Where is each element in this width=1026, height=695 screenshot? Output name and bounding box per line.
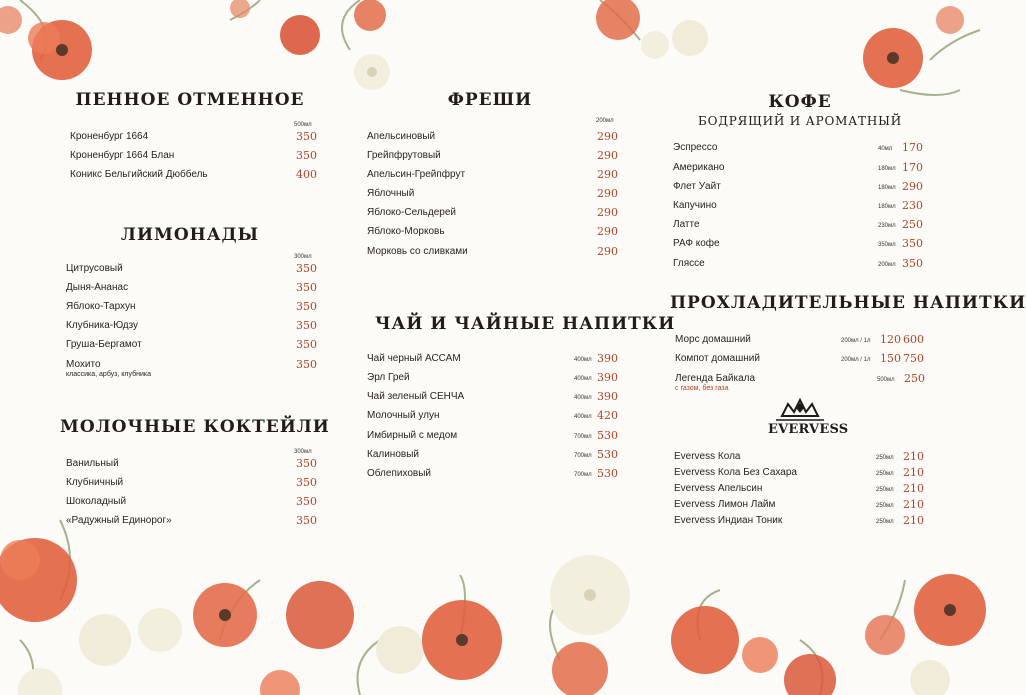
item-name: Клубника-Юдзу — [66, 320, 139, 331]
item-volume: 250мл — [876, 487, 894, 493]
item-price: 230 — [902, 199, 923, 212]
item-volume: 350мл — [878, 242, 896, 248]
item-price: 390 — [597, 352, 618, 365]
item-name: Evervess Кола Без Сахара — [674, 467, 797, 478]
item-name: Кроненбург 1664 — [70, 131, 149, 142]
item-volume: 250мл — [876, 503, 894, 509]
list-item — [66, 261, 316, 277]
list-item — [66, 456, 316, 472]
item-volume: 200мл / 1л — [841, 338, 871, 344]
list-item — [674, 513, 924, 529]
item-price-large: 600 — [903, 333, 924, 346]
item-name: Клубничный — [66, 477, 124, 488]
list-item — [367, 447, 617, 463]
item-price: 290 — [597, 149, 618, 162]
list-item — [367, 129, 617, 145]
fresh-title: ФРЕШИ — [447, 90, 533, 110]
item-name: Легенда Байкала — [675, 373, 756, 384]
item-price: 290 — [597, 225, 618, 238]
item-price: 350 — [296, 495, 317, 508]
item-name: Морковь со сливками — [367, 246, 468, 257]
item-price: 210 — [903, 498, 924, 511]
item-volume: 250мл — [876, 471, 894, 477]
list-item — [675, 332, 925, 348]
item-price: 530 — [597, 467, 618, 480]
item-name: Морс домашний — [675, 334, 751, 345]
item-volume: 230мл — [878, 223, 896, 229]
list-item — [674, 449, 924, 465]
item-price: 350 — [296, 476, 317, 489]
list-item — [66, 299, 316, 315]
list-item — [367, 244, 617, 260]
item-price: 150 — [880, 352, 901, 365]
item-volume: 700мл — [574, 434, 592, 440]
list-item — [674, 481, 924, 497]
item-name: Гляссе — [673, 258, 705, 269]
item-volume: 700мл — [574, 472, 592, 478]
item-name: Яблоко-Тархун — [66, 301, 136, 312]
item-name: Компот домашний — [675, 353, 760, 364]
item-price: 350 — [296, 358, 317, 371]
list-item — [673, 140, 923, 156]
item-name: Эрл Грей — [367, 372, 410, 383]
list-item — [673, 160, 923, 176]
list-item — [367, 351, 617, 367]
list-item — [367, 428, 617, 444]
item-name: «Радужный Единорог» — [66, 515, 172, 526]
item-name: Апельсин-Грейпфрут — [367, 169, 466, 180]
list-item — [675, 351, 925, 367]
item-price: 350 — [296, 338, 317, 351]
item-name: Имбирный с медом — [367, 430, 458, 441]
item-name: РАФ кофе — [673, 238, 720, 249]
list-item — [367, 370, 617, 386]
list-item — [367, 389, 617, 405]
list-item — [674, 465, 924, 481]
item-name: Флет Уайт — [673, 181, 721, 192]
item-name: Шоколадный — [66, 496, 127, 507]
item-volume: 400мл — [574, 395, 592, 401]
cold-drinks-title: ПРОХЛАДИТЕЛЬНЫЕ НАПИТКИ — [670, 293, 1026, 313]
item-volume: 700мл — [574, 453, 592, 459]
item-price: 210 — [903, 466, 924, 479]
item-name: Кроненбург 1664 Блан — [70, 150, 175, 161]
item-name: Капучино — [673, 200, 717, 211]
item-name: Латте — [673, 219, 700, 230]
list-item — [367, 224, 617, 240]
item-price: 290 — [597, 245, 618, 258]
item-price: 350 — [296, 319, 317, 332]
item-name: Чай зеленый СЕНЧА — [367, 391, 465, 402]
item-name: Evervess Индиан Тоник — [674, 515, 783, 526]
item-price: 350 — [296, 149, 317, 162]
item-note: классика, арбуз, клубника — [66, 371, 151, 378]
item-price: 350 — [296, 130, 317, 143]
brand-name: EVERVESS — [768, 422, 849, 437]
item-name: Американо — [673, 162, 725, 173]
coffee-title: КОФЕ — [768, 92, 832, 112]
item-name: Апельсиновый — [367, 131, 436, 142]
item-price: 390 — [597, 390, 618, 403]
item-volume: 400мл — [574, 414, 592, 420]
item-name: Цитрусовый — [66, 263, 123, 274]
list-item — [70, 129, 315, 145]
list-item — [66, 318, 316, 334]
item-price: 210 — [903, 514, 924, 527]
item-volume: 200мл — [878, 262, 896, 268]
item-name: Эспрессо — [673, 142, 718, 153]
item-volume: 400мл — [574, 376, 592, 382]
item-price: 350 — [902, 257, 923, 270]
item-name: Дыня-Ананас — [66, 282, 129, 293]
item-volume: 500мл — [877, 377, 895, 383]
list-item — [673, 256, 923, 272]
list-item — [70, 167, 315, 183]
evervess-logo — [768, 398, 849, 444]
item-price: 420 — [597, 409, 618, 422]
item-name: Evervess Кола — [674, 451, 741, 462]
list-item — [66, 475, 316, 491]
list-item — [367, 205, 617, 221]
list-item — [673, 236, 923, 252]
item-name: Груша-Бергамот — [66, 339, 142, 350]
item-price: 390 — [597, 371, 618, 384]
list-item — [66, 337, 316, 353]
item-price: 530 — [597, 448, 618, 461]
list-item — [66, 494, 316, 510]
item-price: 350 — [296, 262, 317, 275]
item-price: 290 — [597, 206, 618, 219]
list-item — [367, 408, 617, 424]
item-volume: 180мл — [878, 204, 896, 210]
list-item — [70, 148, 315, 164]
list-item — [367, 148, 617, 164]
item-price: 350 — [296, 281, 317, 294]
lemonades-title: ЛИМОНАДЫ — [120, 225, 260, 245]
milkshakes-title: МОЛОЧНЫЕ КОКТЕЙЛИ — [60, 417, 330, 437]
item-price: 350 — [296, 300, 317, 313]
item-price: 170 — [902, 141, 923, 154]
list-item — [674, 497, 924, 513]
item-name: Яблочный — [367, 188, 415, 199]
item-price: 210 — [903, 450, 924, 463]
list-item — [673, 217, 923, 233]
fresh-volume-label: 200мл — [596, 118, 614, 124]
crown-icon — [768, 398, 832, 424]
list-item — [367, 167, 617, 183]
item-price: 120 — [880, 333, 901, 346]
item-volume: 400мл — [574, 357, 592, 363]
item-price: 350 — [296, 514, 317, 527]
list-item — [367, 466, 617, 482]
item-price: 170 — [902, 161, 923, 174]
item-name: Облепиховый — [367, 468, 431, 479]
item-name: Калиновый — [367, 449, 419, 460]
item-price: 400 — [296, 168, 317, 181]
item-price: 350 — [902, 237, 923, 250]
item-name: Evervess Лимон Лайм — [674, 499, 776, 510]
item-volume: 200мл / 1л — [841, 357, 871, 363]
item-price: 530 — [597, 429, 618, 442]
lemonades-volume-label: 300мл — [294, 254, 312, 260]
item-name: Evervess Апельсин — [674, 483, 763, 494]
item-note: с газом, без газа — [675, 385, 729, 392]
item-price: 350 — [296, 457, 317, 470]
item-volume: 180мл — [878, 185, 896, 191]
item-price: 250 — [902, 218, 923, 231]
item-volume: 250мл — [876, 519, 894, 525]
item-name: Мохито — [66, 359, 101, 370]
item-price: 210 — [903, 482, 924, 495]
item-price: 290 — [597, 130, 618, 143]
item-volume: 250мл — [876, 455, 894, 461]
list-item — [673, 179, 923, 195]
item-volume: 40мл — [878, 146, 893, 152]
coffee-subtitle: БОДРЯЩИЙ И АРОМАТНЫЙ — [697, 114, 902, 128]
list-item — [66, 513, 316, 529]
item-volume: 180мл — [878, 166, 896, 172]
item-name: Чай черный АССАМ — [367, 353, 461, 364]
item-price: 290 — [597, 168, 618, 181]
item-price-large: 750 — [903, 352, 924, 365]
item-name: Молочный улун — [367, 410, 440, 421]
item-price: 290 — [902, 180, 923, 193]
list-item — [367, 186, 617, 202]
tea-title: ЧАЙ И ЧАЙНЫЕ НАПИТКИ — [375, 314, 676, 334]
beer-title: ПЕННОЕ ОТМЕННОЕ — [75, 90, 305, 110]
list-item — [66, 280, 316, 296]
list-item — [673, 198, 923, 214]
item-name: Ванильный — [66, 458, 119, 469]
item-name: Яблоко-Морковь — [367, 226, 445, 237]
item-name: Грейпфрутовый — [367, 150, 441, 161]
milkshakes-volume-label: 300мл — [294, 449, 312, 455]
item-name: Коникс Бельгийский Дюббель — [70, 169, 208, 180]
item-price: 250 — [904, 372, 925, 385]
item-name: Яблоко-Сельдерей — [367, 207, 456, 218]
beer-volume-label: 500мл — [294, 122, 312, 128]
item-price: 290 — [597, 187, 618, 200]
